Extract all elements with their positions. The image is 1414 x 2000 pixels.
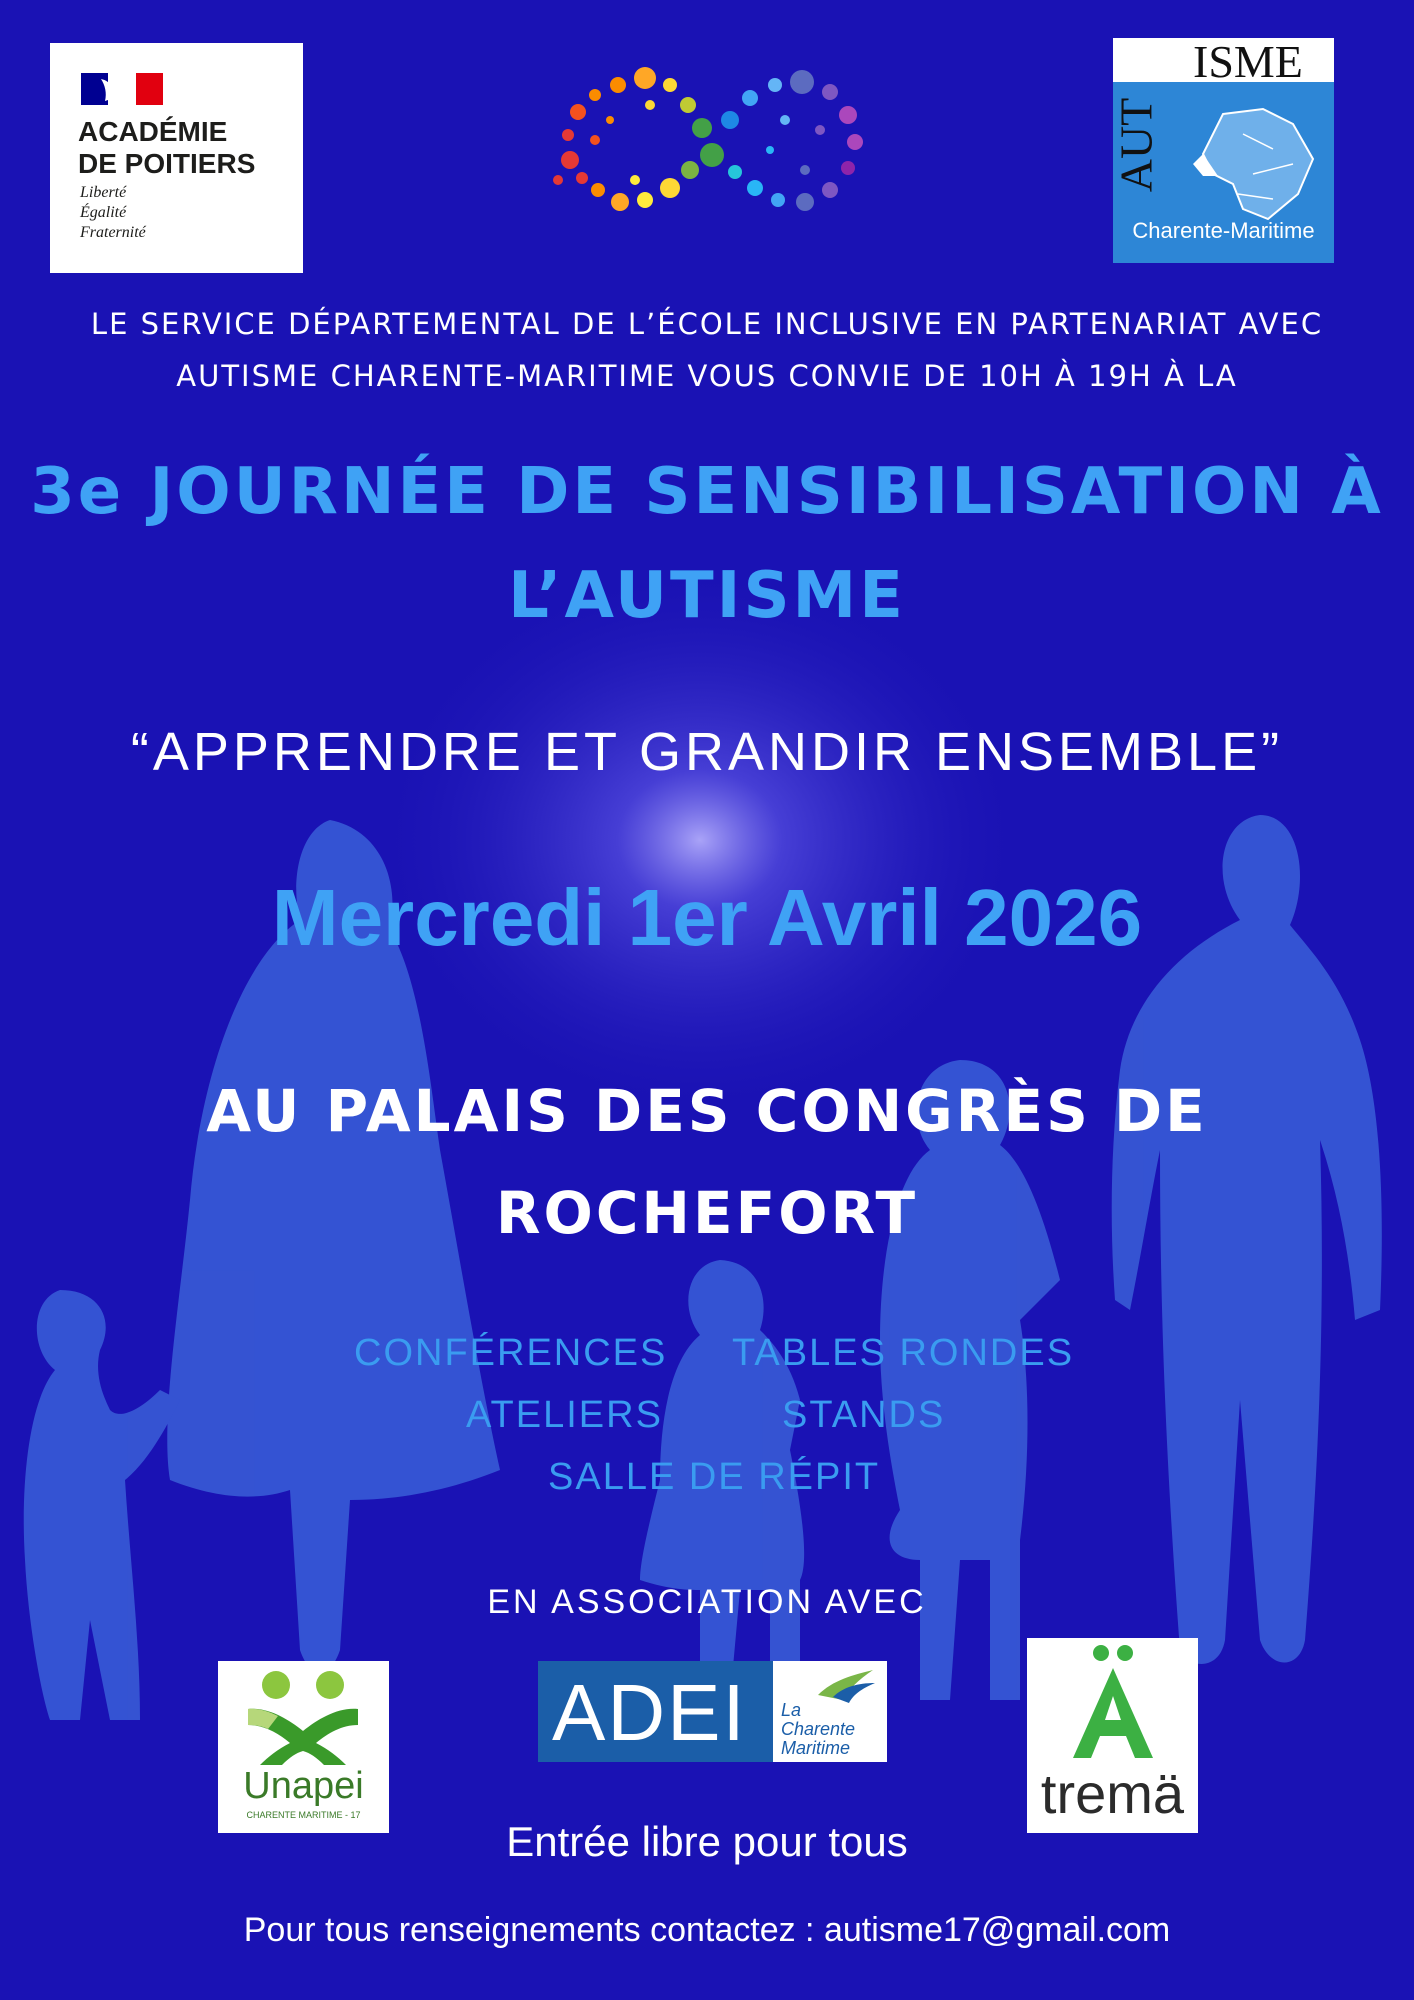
- aut-logo-vertical-text: AUT: [1110, 97, 1162, 193]
- small-child-silhouette: [24, 1290, 180, 1720]
- unapei-logo: [218, 1661, 389, 1833]
- autisme-charente-maritime-logo: [1110, 36, 1334, 263]
- contact-info: Pour tous renseignements contactez : autisme17@gmail.com: [243, 1911, 1171, 1949]
- republic-motto: Liberté Égalité Fraternité: [80, 184, 146, 241]
- adei-name: ADEI: [552, 1668, 747, 1757]
- event-slogan: “APPRENDRE ET GRANDIR ENSEMBLE”: [130, 722, 1284, 782]
- event-date: Mercredi 1er Avril 2026: [271, 873, 1143, 962]
- academie-name: ACADÉMIE DE POITIERS: [78, 116, 256, 179]
- dept-name: La Charente Maritime: [781, 1700, 856, 1758]
- aut-logo-top-text: ISME: [1193, 36, 1303, 87]
- activity-salle-de-repit: SALLE DE RÉPIT: [548, 1456, 881, 1498]
- event-venue: AU PALAIS DES CONGRÈS DE ROCHEFORT: [206, 1077, 1208, 1247]
- trema-logo: [1027, 1638, 1198, 1833]
- association-heading: EN ASSOCIATION AVEC: [487, 1583, 927, 1621]
- adei-logo: [538, 1661, 887, 1762]
- trema-name: tremä: [1040, 1762, 1185, 1825]
- charente-maritime-map-icon: [1183, 104, 1323, 224]
- activity-ateliers: ATELIERS: [466, 1394, 663, 1436]
- intro-text: LE SERVICE DÉPARTEMENTAL DE L’ÉCOLE INCLUSIVE EN PARTENARIAT AVEC AUTISME CHARENTE-MARITIME VOUS CONVIE DE 10H À 19H À LA: [90, 307, 1324, 393]
- marianne-flag-icon: [81, 73, 163, 105]
- unapei-subtitle: CHARENTE MARITIME - 17: [246, 1810, 361, 1820]
- unapei-name: Unapei: [243, 1765, 364, 1807]
- charente-maritime-dept-logo: [773, 1661, 887, 1762]
- trema-a-icon: [1067, 1644, 1159, 1762]
- rainbow-infinity-icon: [540, 60, 880, 240]
- activity-tables-rondes: TABLES RONDES: [732, 1332, 1075, 1374]
- aut-logo-region: Charente-Maritime: [1132, 218, 1315, 243]
- event-title: 3e JOURNÉE DE SENSIBILISATION À L’AUTISME: [30, 455, 1384, 633]
- activity-conferences: CONFÉRENCES: [354, 1332, 668, 1374]
- bird-icon: [813, 1665, 883, 1705]
- activity-stands: STANDS: [782, 1394, 946, 1436]
- entry-info: Entrée libre pour tous: [506, 1818, 908, 1865]
- unapei-people-icon: [238, 1669, 368, 1765]
- infinity-dots: [553, 67, 863, 211]
- academie-poitiers-logo: [50, 43, 303, 273]
